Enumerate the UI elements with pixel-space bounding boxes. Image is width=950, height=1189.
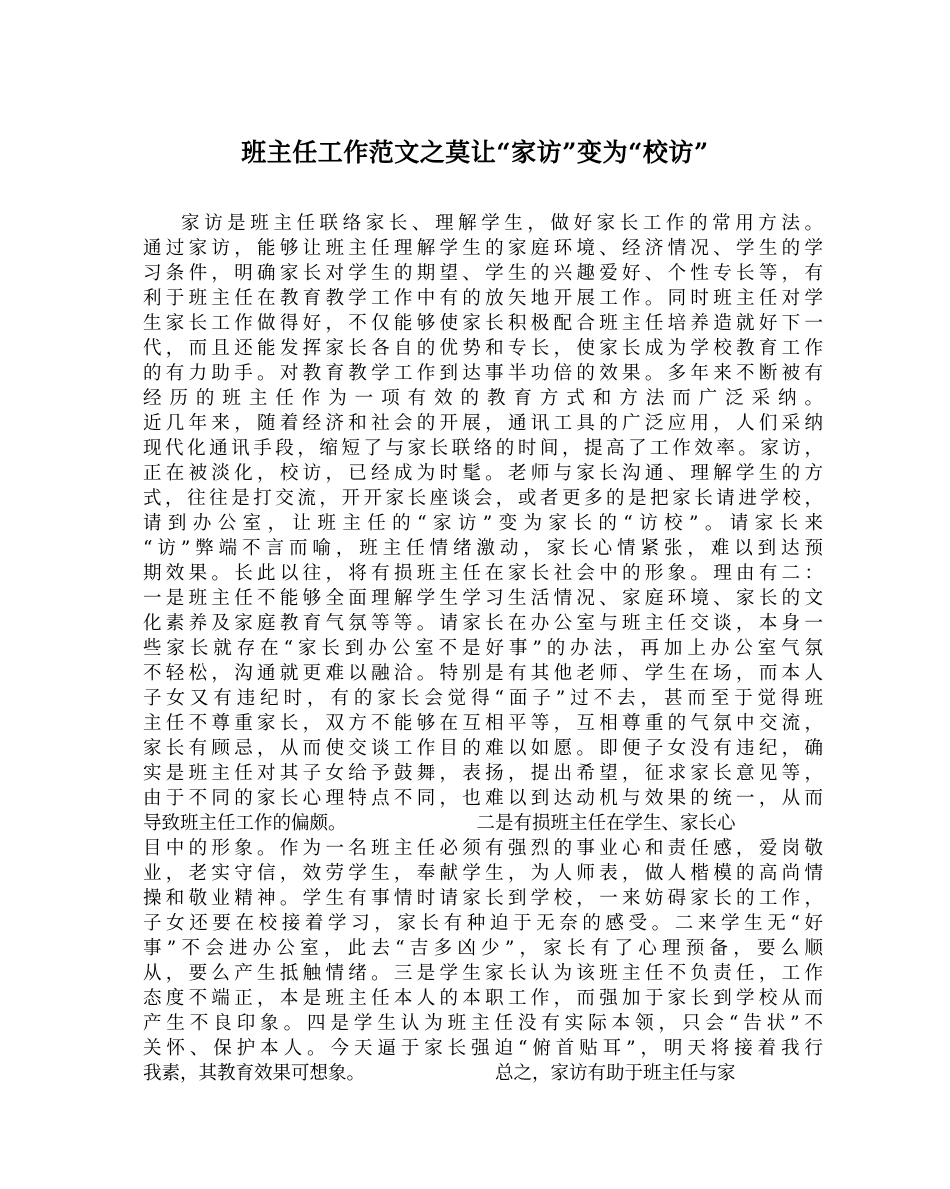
paragraph-line: 业，老实守信，效劳学生，奉献学生，为人师表，做人楷模的高尚情 (143, 863, 823, 884)
paragraph-line (143, 811, 823, 836)
paragraph-line: 通过家访，能够让班主任理解学生的家庭环境、经济情况、学生的学 (143, 238, 823, 259)
paragraph-line: 的有力助手。对教育教学工作到达事半功倍的效果。多年来不断被有 (143, 363, 823, 384)
paragraph-line: 家访是班主任联络家长、理解学生，做好家长工作的常用方法。 (181, 213, 823, 234)
paragraph-line: 近几年来，随着经济和社会的开展，通讯工具的广泛应用，人们采纳 (143, 413, 823, 434)
document-title: 班主任工作范文之莫让“家访”变为“校访” (241, 138, 709, 167)
paragraph-line: 现代化通讯手段，缩短了与家长联络的时间，提高了工作效率。家访， (143, 438, 823, 459)
paragraph-line: 由于不同的家长心理特点不同，也难以到达动机与效果的统一，从而 (143, 788, 823, 809)
paragraph-line: 目中的形象。作为一名班主任必须有强烈的事业心和责任感，爱岗敬 (143, 838, 823, 859)
paragraph-line: 子女还要在校接着学习，家长有种迫于无奈的感受。二来学生无“好 (143, 913, 823, 934)
paragraph-line: 请到办公室，让班主任的“家访”变为家长的“访校”。请家长来 (143, 513, 823, 534)
paragraph-line: “访”弊端不言而喻，班主任情绪激动，家长心情紧张，难以到达预 (143, 538, 823, 559)
paragraph-line (143, 1061, 823, 1086)
paragraph-line: 习条件，明确家长对学生的期望、学生的兴趣爱好、个性专长等，有 (143, 263, 823, 284)
document-body (143, 211, 823, 1086)
paragraph-line: 式，往往是打交流，开开家长座谈会，或者更多的是把家长请进学校， (143, 488, 823, 509)
paragraph-line-part: 导致班主任工作的偏颇。 (143, 813, 347, 834)
paragraph-line-part: 总之，家访有助于班主任与家 (495, 1063, 736, 1084)
paragraph-line: 经历的班主任作为一项有效的教育方式和方法而广泛采纳。 (143, 388, 823, 409)
paragraph-line: 实是班主任对其子女给予鼓舞，表扬，提出希望，征求家长意见等， (143, 763, 823, 784)
paragraph-line: 一是班主任不能够全面理解学生学习生活情况、家庭环境、家长的文 (143, 588, 823, 609)
paragraph-line: 生家长工作做得好，不仅能够使家长积极配合班主任培养造就好下一 (143, 313, 823, 334)
paragraph-line: 利于班主任在教育教学工作中有的放矢地开展工作。同时班主任对学 (143, 288, 823, 309)
paragraph-line: 态度不端正，本是班主任本人的本职工作，而强加于家长到学校从而 (143, 988, 823, 1009)
paragraph-line: 子女又有违纪时，有的家长会觉得“面子”过不去，甚而至于觉得班 (143, 688, 823, 709)
paragraph-line: 产生不良印象。四是学生认为班主任没有实际本领，只会“告状”不 (143, 1013, 823, 1034)
paragraph-line: 些家长就存在“家长到办公室不是好事”的办法，再加上办公室气氛 (143, 638, 823, 659)
paragraph-line: 代，而且还能发挥家长各自的优势和专长，使家长成为学校教育工作 (143, 338, 823, 359)
paragraph-line: 期效果。长此以往，将有损班主任在家长社会中的形象。理由有二： (143, 563, 823, 584)
paragraph-line: 事”不会进办公室，此去“吉多凶少”，家长有了心理预备，要么顺 (143, 938, 823, 959)
paragraph-line: 化素养及家庭教育气氛等等。请家长在办公室与班主任交谈，本身一 (143, 613, 823, 634)
paragraph-line: 家长有顾忌，从而使交谈工作目的难以如愿。即便子女没有违纪，确 (143, 738, 823, 759)
paragraph-line: 关怀、保护本人。今天逼于家长强迫“俯首贴耳”，明天将接着我行 (143, 1038, 823, 1059)
paragraph-line: 操和敬业精神。学生有事情时请家长到学校，一来妨碍家长的工作， (143, 888, 823, 909)
paragraph-line: 正在被淡化，校访，已经成为时髦。老师与家长沟通、理解学生的方 (143, 463, 823, 484)
paragraph-line: 从，要么产生抵触情绪。三是学生家长认为该班主任不负责任，工作 (143, 963, 823, 984)
paragraph-line-part: 我素，其教育效果可想象。 (143, 1063, 366, 1084)
paragraph-line-part: 二是有损班主任在学生、家长心 (476, 813, 736, 834)
paragraph-line: 不轻松，沟通就更难以融洽。特别是有其他老师、学生在场，而本人 (143, 663, 823, 684)
paragraph-line: 主任不尊重家长，双方不能够在互相平等，互相尊重的气氛中交流， (143, 713, 823, 734)
